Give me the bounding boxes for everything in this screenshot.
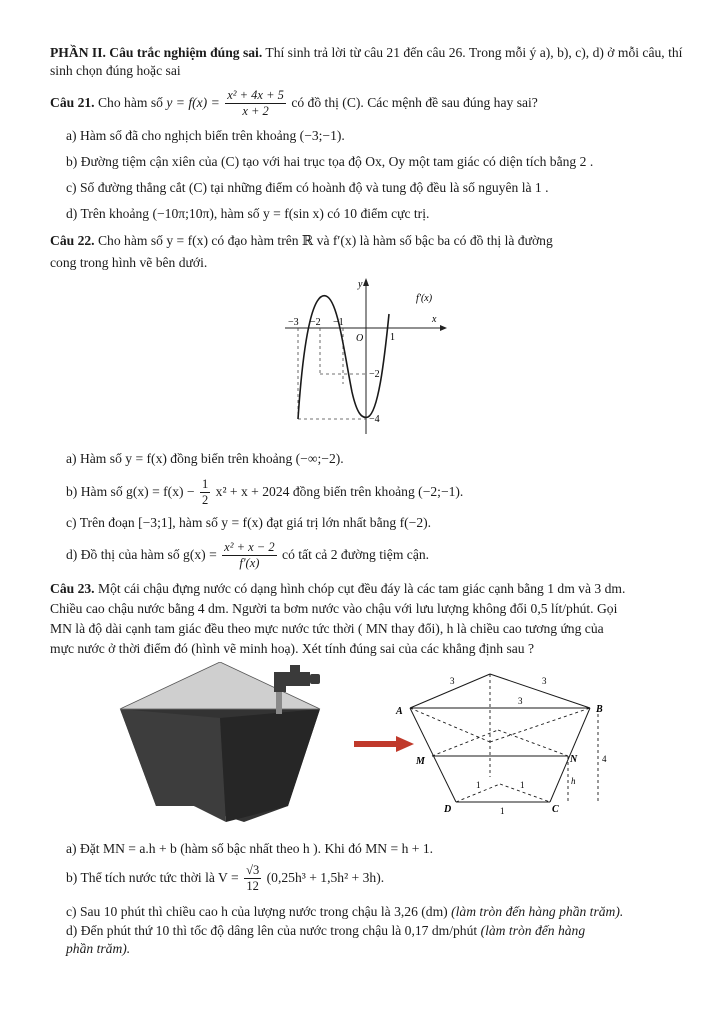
q23-b-fraction: [244, 863, 261, 894]
q21-option-a: a) Hàm số đã cho nghịch biến trên khoảng (−3;−1).: [66, 128, 345, 143]
level-back-left: [432, 730, 498, 756]
len-top-right: 3: [542, 676, 547, 686]
len-top-left: 3: [450, 676, 455, 686]
edge-back-b: [490, 708, 590, 742]
x-label: x: [432, 314, 437, 325]
q23-c-main: c) Sau 10 phút thì chiều cao h của lượng nước trong chậu là 3,26 (dm): [66, 904, 448, 919]
q21-stem-b: có đồ thị (C). Các mệnh đề sau đúng hay sai?: [291, 95, 538, 110]
q22-d-den: f′(x): [239, 556, 260, 571]
q23-option-b: [66, 863, 684, 894]
curve-label: f′(x): [416, 293, 433, 304]
q21-stem-a: Cho hàm số: [97, 95, 163, 110]
label-n: N: [570, 754, 578, 765]
tick-x-1: 1: [390, 332, 395, 343]
tick-x-m1: −1: [333, 317, 344, 328]
q22-option-b: [66, 477, 684, 508]
q22-d-post: có tất cả 2 đường tiệm cận.: [282, 547, 430, 562]
q22-label: Câu 22.: [50, 233, 95, 248]
q23-option-d: [66, 922, 684, 940]
q22-option-a: a) Hàm số y = f(x) đồng biến trên khoảng (−∞;−2).: [66, 451, 344, 466]
q22-stem-line1: Cho hàm số y = f(x) có đạo hàm trên ℝ và f′(x) là hàm số bậc ba có đồ thị là đường: [97, 233, 553, 248]
q23-stem-line3: MN là độ dài cạnh tam giác đều theo mực nước tức thời ( MN thay đổi), h là chiều cao tương ứng của: [50, 621, 604, 636]
q21-frac-den: x + 2: [242, 104, 269, 119]
q23-b-num: √3: [246, 863, 260, 878]
level-back-right: [498, 730, 568, 756]
q21-option-d: d) Trên khoảng (−10π;10π), hàm số y = f(sin x) có 10 điểm cực trị.: [66, 206, 430, 221]
len-h: h: [571, 776, 576, 786]
tap-base-icon: [310, 674, 320, 684]
bottom-back-right: [500, 784, 550, 802]
part2-heading: [50, 44, 684, 80]
tick-x-m2: −2: [310, 317, 321, 328]
q22-d-pre: d) Đồ thị của hàm số g(x) =: [66, 547, 217, 562]
label-c: C: [552, 804, 559, 815]
len-height: 4: [602, 754, 607, 764]
q21-frac-num: x² + 4x + 5: [227, 88, 284, 103]
part2-title: PHẦN II. Câu trắc nghiệm đúng sai.: [50, 45, 263, 60]
frustum-diagram: [390, 672, 620, 824]
label-d: D: [444, 804, 452, 815]
q21-option-b: b) Đường tiệm cận xiên của (C) tạo với hai trục tọa độ Ox, Oy một tam giác có diện tích bằng 2 .: [66, 154, 594, 169]
q23-c-note: (làm tròn đến hàng phần trăm).: [451, 904, 624, 919]
q23-d-note2: phần trăm).: [66, 941, 131, 956]
q22-option-d: [66, 540, 684, 571]
q23-d-note1: (làm tròn đến hàng: [480, 923, 586, 938]
q23-option-c: [66, 903, 684, 921]
q22-b-fraction: [200, 477, 210, 508]
derivative-graph: [280, 274, 450, 439]
tick-y-m2: −2: [369, 369, 380, 380]
y-axis-arrow: [363, 278, 369, 286]
q21-label: Câu 21.: [50, 95, 95, 110]
q22-b-pre: b) Hàm số g(x) = f(x) −: [66, 484, 195, 499]
basin-left-face: [120, 709, 226, 822]
q22-b-num: 1: [202, 477, 209, 492]
q23-stem-line2: Chiều cao chậu nước bằng 4 dm. Người ta bơm nước vào chậu với lưu lượng không đổi 0,5 lít/phút. Gọi: [50, 601, 618, 616]
q22-stem: [50, 232, 684, 250]
q21-option-c: c) Số đường thẳng cắt (C) tại những điểm có hoành độ và tung độ đều là số nguyên là 1 .: [66, 180, 549, 195]
tap-icon: [274, 672, 310, 692]
edge-a-back: [410, 708, 490, 742]
x-axis-arrow: [440, 325, 447, 331]
len-bot-right: 1: [520, 780, 525, 790]
q22-option-c: c) Trên đoạn [−3;1], hàm số y = f(x) đạt giá trị lớn nhất bằng f(−2).: [66, 515, 432, 530]
q22-b-den: 2: [202, 493, 209, 508]
derivative-curve: [298, 296, 389, 419]
q23-stem-line4: mực nước ở thời điểm đó (hình vẽ minh hoạ). Xét tính đúng sai của các khẳng định sau ?: [50, 641, 535, 656]
edge-ad: [410, 708, 456, 802]
q23-option-a: a) Đặt MN = a.h + b (hàm số bậc nhất theo h ). Khi đó MN = h + 1.: [66, 841, 434, 856]
q22-stem-line2: cong trong hình vẽ bên dưới.: [50, 255, 208, 270]
q23-stem-line1-wrap: [50, 580, 684, 598]
q23-d-main: d) Đến phút thứ 10 thì tốc độ dâng lên của nước trong chậu là 0,17 dm/phút: [66, 923, 478, 938]
origin-label: O: [356, 333, 364, 344]
q22-b-post: x² + x + 2024 đồng biến trên khoảng (−2;−1).: [215, 484, 464, 499]
basin-illustration: [114, 662, 330, 828]
q22-d-fraction: [222, 540, 276, 571]
q21-func-lhs: y = f(x) =: [166, 95, 220, 110]
label-m: M: [416, 756, 425, 767]
y-label: y: [358, 279, 363, 290]
tap-handle-icon: [290, 665, 300, 673]
tick-x-m3: −3: [288, 317, 299, 328]
label-a: A: [396, 706, 403, 717]
q23-stem-line1: Một cái chậu đựng nước có dạng hình chóp cụt đều đáy là các tam giác cạnh bằng 1 dm và 3 dm.: [97, 581, 626, 596]
q23-b-post: (0,25h³ + 1,5h² + 3h).: [266, 870, 385, 885]
len-bot-left: 1: [476, 780, 481, 790]
tick-y-m4: −4: [369, 414, 380, 425]
q22-d-num: x² + x − 2: [224, 540, 275, 555]
len-top-mid: 3: [518, 696, 523, 706]
len-bottom: 1: [500, 806, 505, 816]
q23-label: Câu 23.: [50, 581, 95, 596]
edge-apex-b: [490, 674, 590, 708]
q21-fraction: [225, 88, 286, 119]
label-b: B: [596, 704, 603, 715]
basin-right-face: [220, 709, 320, 822]
q23-b-pre: b) Thể tích nước tức thời là V =: [66, 870, 239, 885]
q23-b-den: 12: [246, 879, 259, 894]
q21-stem: [50, 88, 684, 119]
part2-instruction: Thí sinh trả lời từ câu 21 đến câu 26. Trong mỗi ý a), b), c), d) ở mỗi câu, thí sinh chọn đúng hoặc sai: [50, 45, 683, 78]
